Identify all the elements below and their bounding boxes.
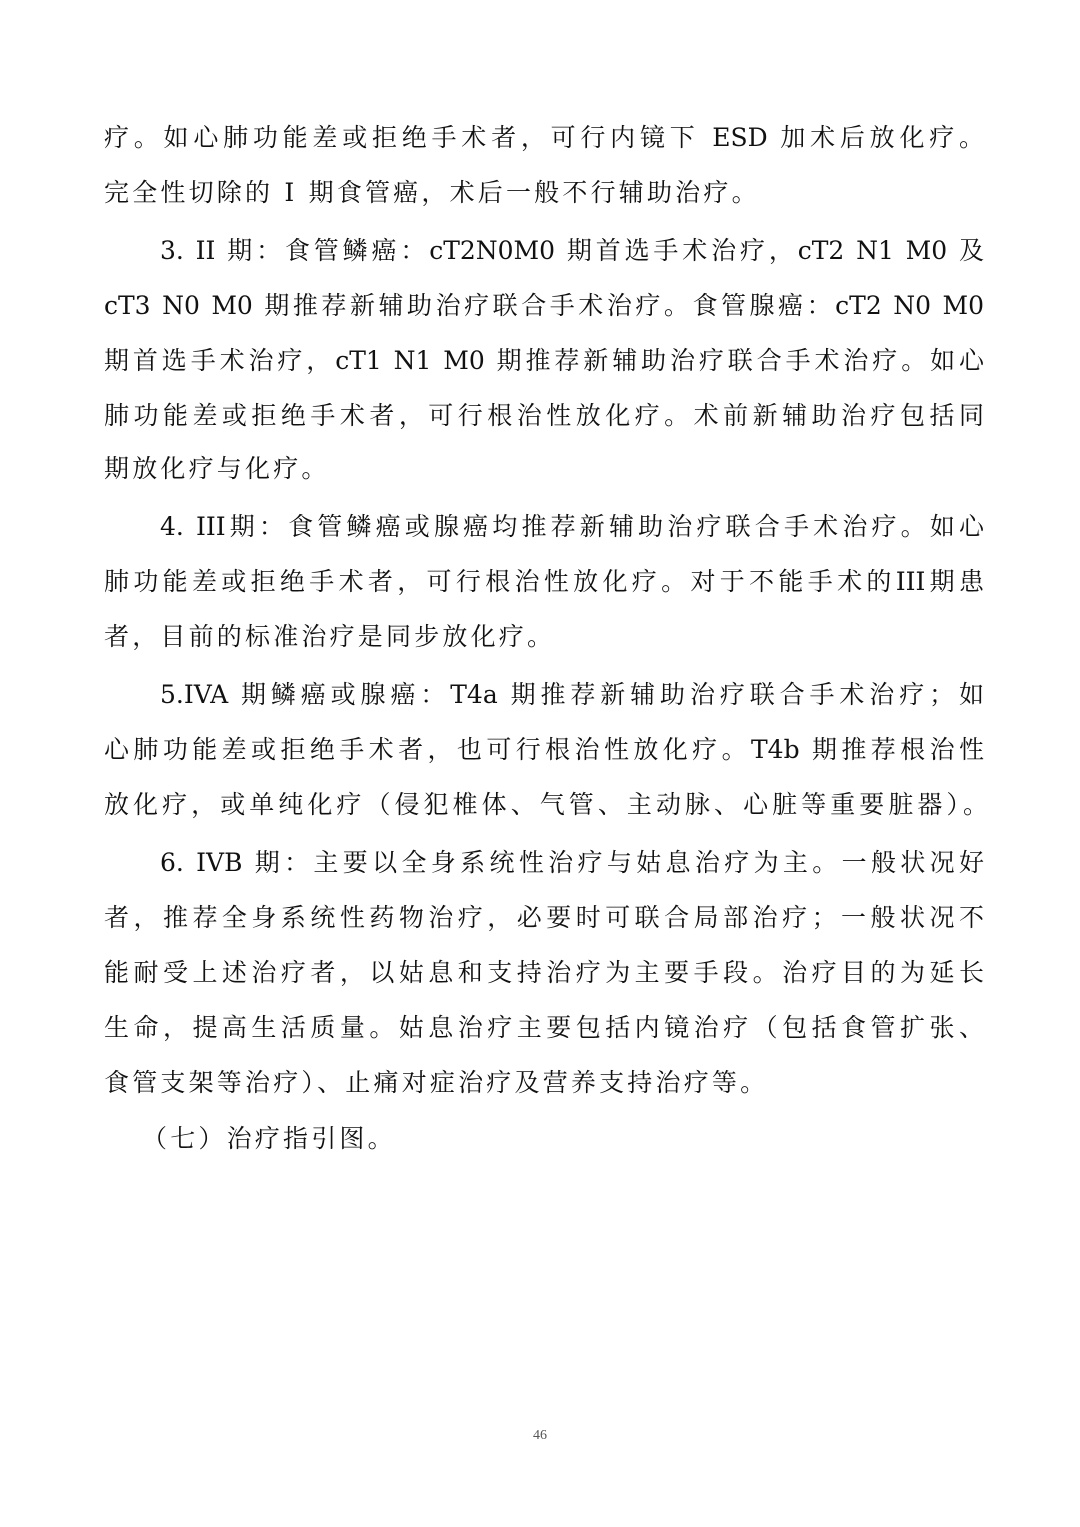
text-line: 5.IVA 期鳞癌或腺癌：T4a 期推荐新辅助治疗联合手术治疗；如 <box>160 680 984 709</box>
text-line: 肺功能差或拒绝手术者，可行根治性放化疗。术前新辅助治疗包括同 <box>104 401 984 430</box>
text-line: 肺功能差或拒绝手术者，可行根治性放化疗。对于不能手术的III期患 <box>104 567 984 596</box>
text-line: 3. II 期：食管鳞癌：cT2N0M0 期首选手术治疗，cT2 N1 M0 及 <box>160 236 984 265</box>
text-line: 完全性切除的 I 期食管癌，术后一般不行辅助治疗。 <box>104 178 760 207</box>
text-line: 生命，提高生活质量。姑息治疗主要包括内镜治疗（包括食管扩张、 <box>104 1013 984 1042</box>
text-line: 食管支架等治疗）、止痛对症治疗及营养支持治疗等。 <box>104 1068 769 1097</box>
text-line: 者，推荐全身系统性药物治疗，必要时可联合局部治疗；一般状况不 <box>104 903 984 932</box>
text-line: 期首选手术治疗，cT1 N1 M0 期推荐新辅助治疗联合手术治疗。如心 <box>104 346 984 375</box>
text-line: 期放化疗与化疗。 <box>104 454 330 483</box>
text-line: 疗。如心肺功能差或拒绝手术者，可行内镜下 ESD 加术后放化疗。 <box>104 123 984 152</box>
text-line: 6. IVB 期：主要以全身系统性治疗与姑息治疗为主。一般状况好 <box>160 848 984 877</box>
text-line: 能耐受上述治疗者，以姑息和支持治疗为主要手段。治疗目的为延长 <box>104 958 984 987</box>
section-heading: （七）治疗指引图。 <box>142 1124 396 1153</box>
text-line: cT3 N0 M0 期推荐新辅助治疗联合手术治疗。食管腺癌：cT2 N0 M0 <box>104 291 984 320</box>
text-line: 者，目前的标准治疗是同步放化疗。 <box>104 622 556 651</box>
text-line: 4. III期：食管鳞癌或腺癌均推荐新辅助治疗联合手术治疗。如心 <box>160 512 984 541</box>
text-line: 心肺功能差或拒绝手术者，也可行根治性放化疗。T4b 期推荐根治性 <box>104 735 984 764</box>
text-line: 放化疗，或单纯化疗（侵犯椎体、气管、主动脉、心脏等重要脏器）。 <box>104 790 988 819</box>
page-number: 46 <box>533 1428 547 1443</box>
